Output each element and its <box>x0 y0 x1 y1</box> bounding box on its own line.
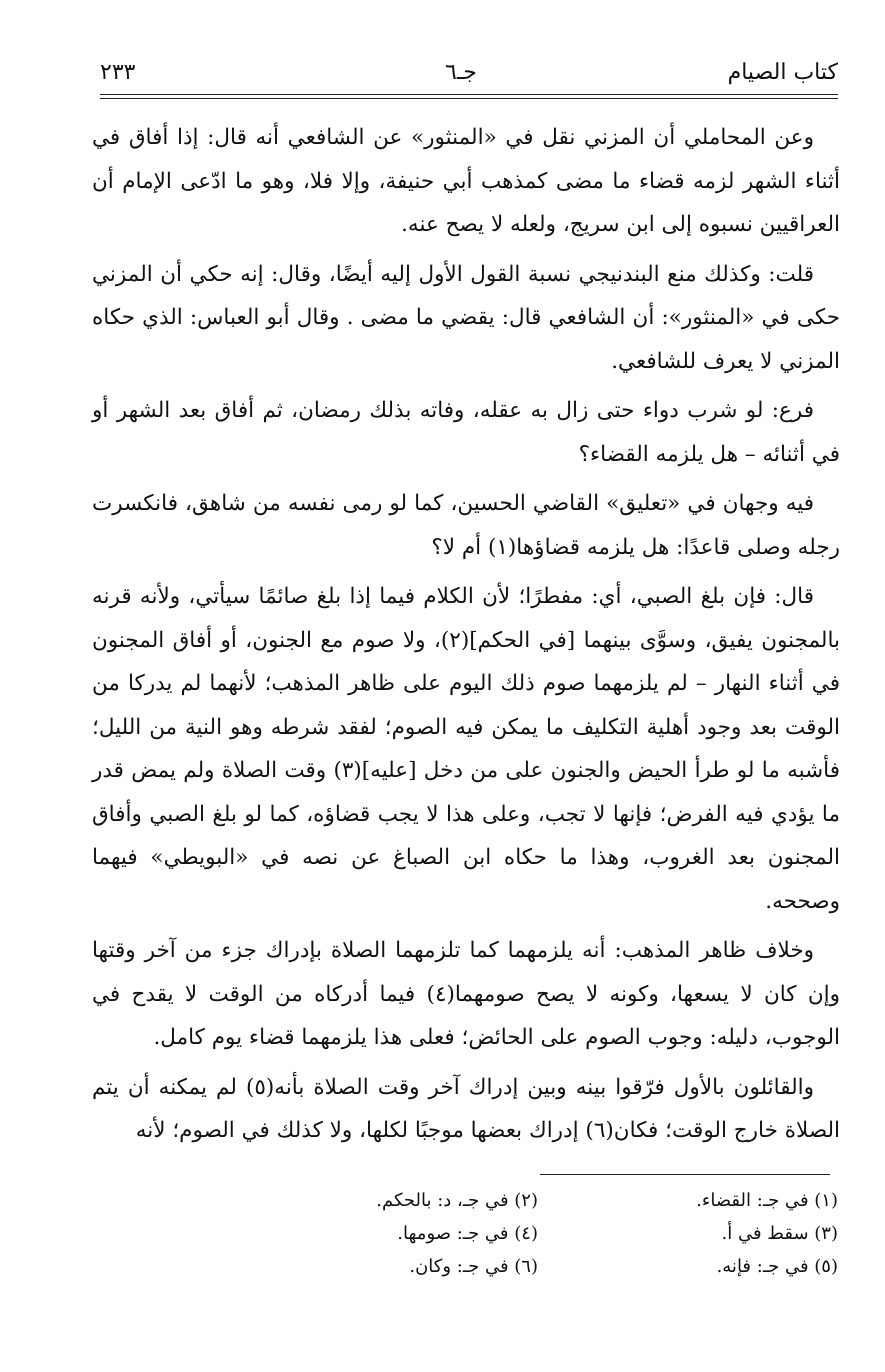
header-rule <box>100 94 838 95</box>
footnote: (٣) سقط في أ. <box>721 1223 838 1244</box>
paragraph: قال: فإن بلغ الصبي، أي: مفطرًا؛ لأن الكلام فيما إذا بلغ صائمًا سيأتي، ولأنه قرنه بالمجنون يفيق، وسوَّى بينهما [في الحكم](٢)، ولا صوم مع الجنون، أو أفاق المجنون في أثناء النهار – لم يلزمهما صوم ذلك اليوم على ظاهر المذهب؛ لأنهما لم يدركا من الوقت بعد وجود أهلية التكليف ما يمكن فيه الصوم؛ لفقد شرطه وهو النية من الليل؛ فأشبه ما لو طرأ الحيض والجنون على من دخل [عليه](٣) وقت الصلاة ولم يمض قدر ما يؤدي فيه الفرض؛ فإنها لا تجب، وعلى هذا لا يجب قضاؤه، كما لو بلغ الصبي وأفاق المجنون بعد الغروب، وهذا ما حكاه ابن الصباغ عن نصه في «البويطي» فيهما وصححه. <box>92 584 841 914</box>
footnote: (٢) في جـ، د: بالحكم. <box>376 1190 538 1211</box>
page-number: ٢٣٣ <box>100 60 136 85</box>
footnote: (٤) في جـ: صومها. <box>397 1223 538 1244</box>
footnote: (١) في جـ: القضاء. <box>696 1190 838 1211</box>
paragraph: قلت: وكذلك منع البندنيجي نسبة القول الأول إليه أيضًا، وقال: إنه حكي أن المزني حكى في «المنثور»: أن الشافعي قال: يقضي ما مضى . وقال أبو العباس: الذي حكاه المزني لا يعرف للشافعي. <box>92 261 840 374</box>
footnote-rule <box>540 1174 830 1175</box>
book-title: كتاب الصيام <box>727 60 838 85</box>
main-text <box>92 116 840 1159</box>
paragraph: فرع: لو شرب دواء حتى زال به عقله، وفاته بذلك رمضان، ثم أفاق بعد الشهر أو في أثنائه – هل يلزمه القضاء؟ <box>92 398 840 467</box>
running-header <box>100 58 838 92</box>
paragraph: فيه وجهان في «تعليق» القاضي الحسين، كما لو رمى نفسه من شاهق، فانكسرت رجله وصلى قاعدًا: هل يلزمه قضاؤها(١) أم لا؟ <box>92 491 840 560</box>
paragraph: وخلاف ظاهر المذهب: أنه يلزمهما كما تلزمهما الصلاة بإدراك جزء من آخر وقتها وإن كان لا يسعها، وكونه لا يصح صومهما(٤) فيما أدركاه من الوقت لا يقدح في الوجوب، دليله: وجوب الصوم على الحائض؛ فعلى هذا يلزمهما قضاء يوم كامل. <box>92 938 841 1050</box>
footnote: (٦) في جـ: وكان. <box>409 1256 538 1277</box>
header-rule-secondary <box>100 98 838 99</box>
paragraph: والقائلون بالأول فرّقوا بينه وبين إدراك آخر وقت الصلاة بأنه(٥) لم يمكنه أن يتم الصلاة خارج الوقت؛ فكان(٦) إدراك بعضها موجبًا لكلها، ولا كذلك في الصوم؛ لأنه <box>92 1074 840 1143</box>
paragraph: وعن المحاملي أن المزني نقل في «المنثور» عن الشافعي أنه قال: إذا أفاق في أثناء الشهر لزمه قضاء ما مضى كمذهب أبي حنيفة، وإلا فلا، وهو ما ادّعى الإمام أن العراقيين نسبوه إلى ابن سريج، ولعله لا يصح عنه. <box>92 125 840 237</box>
volume-label: جـ٦ <box>445 60 477 85</box>
footnote: (٥) في جـ: فإنه. <box>716 1256 838 1277</box>
